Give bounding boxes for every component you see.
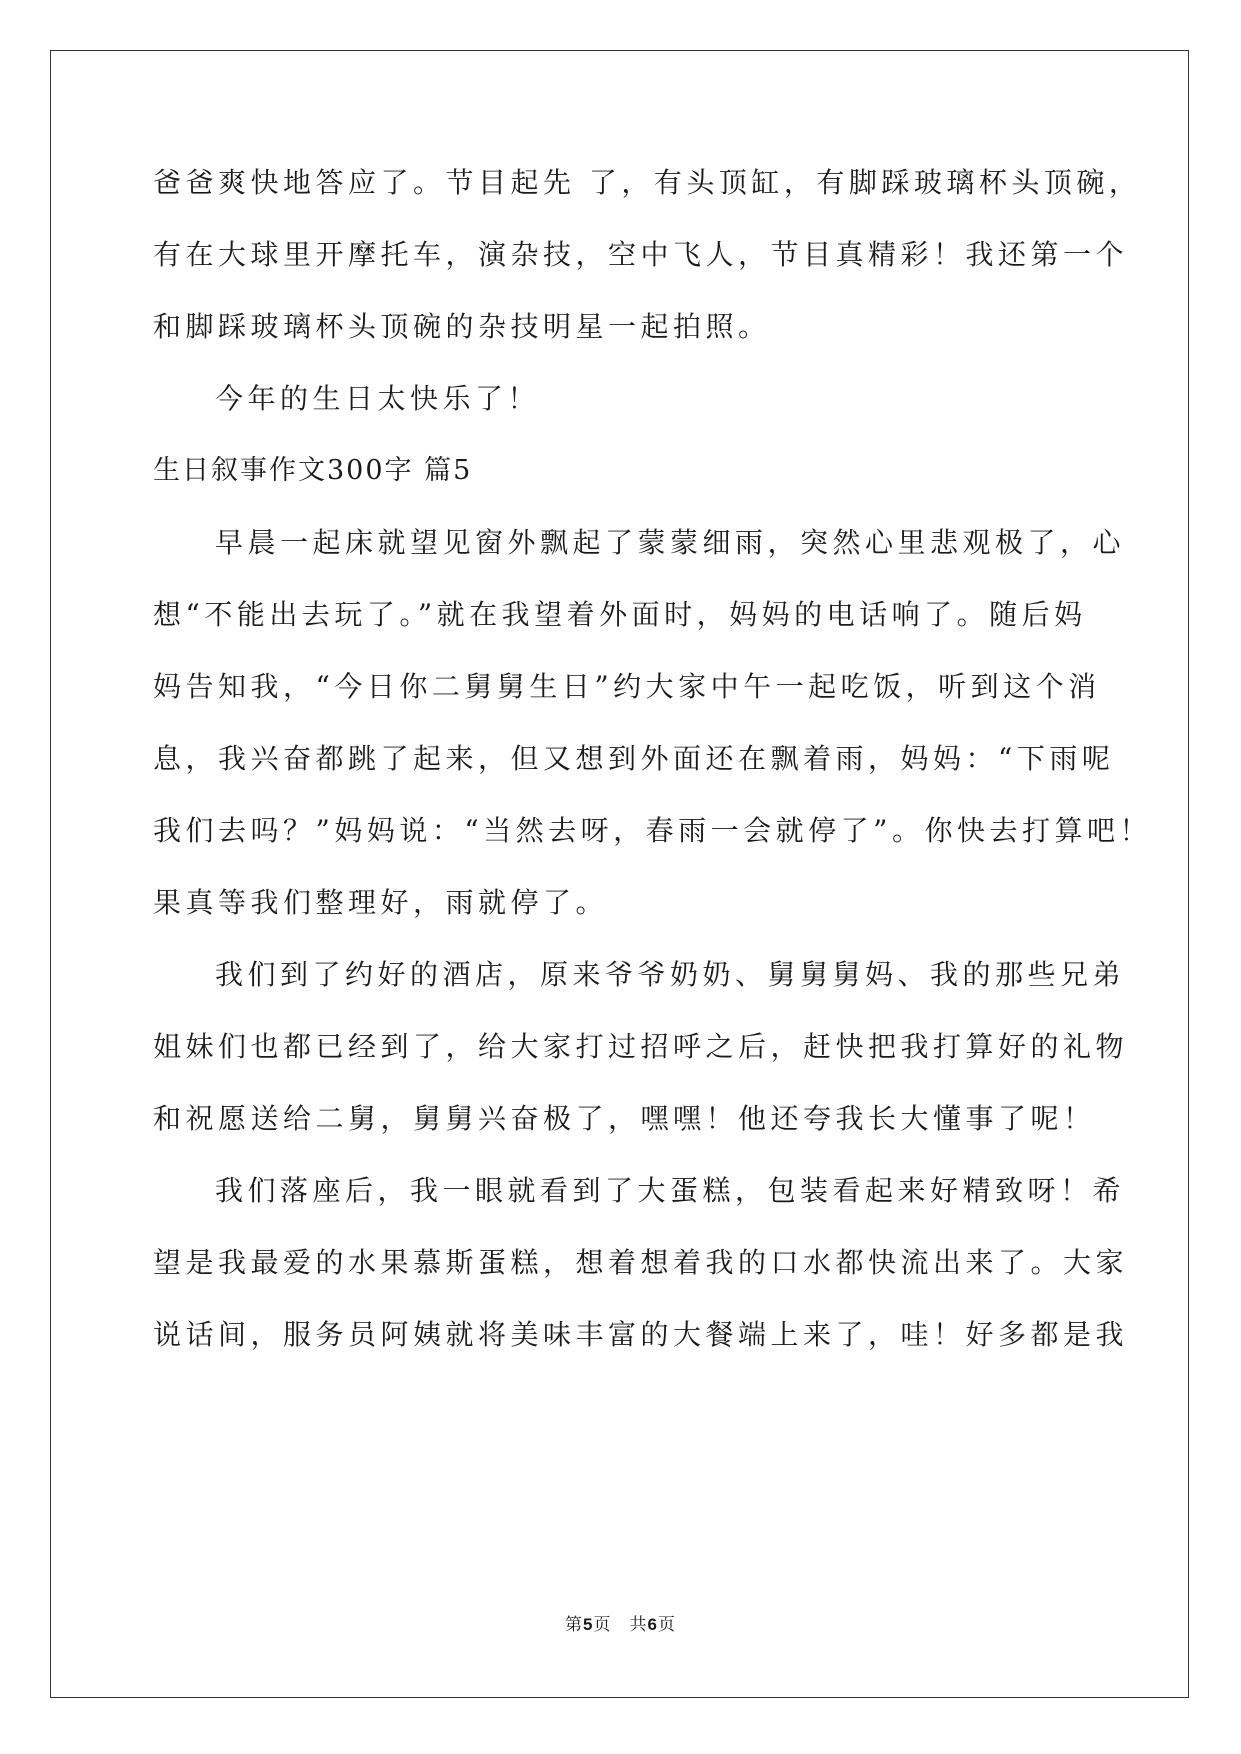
current-page-number: 5	[583, 1615, 594, 1634]
page-border	[50, 50, 1189, 1698]
total-page-number: 6	[647, 1615, 658, 1634]
text-line: 有在大球里开摩托车，演杂技，空中飞人，节目真精彩！我还第一个	[153, 238, 1129, 271]
text-line: 我们到了约好的酒店，原来爷爷奶奶、舅舅舅妈、我的那些兄弟	[215, 958, 1126, 991]
text-line: 果真等我们整理好，雨就停了。	[153, 886, 609, 919]
page-footer	[0, 1610, 1241, 1635]
text-line: 和脚踩玻璃杯头顶碗的杂技明星一起拍照。	[153, 310, 771, 343]
text-line: 和祝愿送给二舅，舅舅兴奋极了，嘿嘿！他还夸我长大懂事了呢！	[153, 1102, 1096, 1135]
text-line: 说话间，服务员阿姨就将美味丰富的大餐端上来了，哇！好多都是我	[153, 1318, 1129, 1351]
text-line: 今年的生日太快乐了！	[215, 382, 541, 415]
footer-suffix: 页	[657, 1615, 676, 1635]
text-line: 妈告知我，“今日你二舅舅生日”约大家中午一起吃饭，听到这个消	[153, 670, 1101, 703]
text-line: 想“不能出去玩了。”就在我望着外面时，妈妈的电话响了。随后妈	[153, 598, 1087, 631]
text-line: 早晨一起床就望见窗外飘起了蒙蒙细雨，突然心里悲观极了，心	[215, 526, 1126, 559]
text-line: 我们去吗？”妈妈说：“当然去呀，春雨一会就停了”。你快去打算吧！	[153, 814, 1152, 847]
text-line: 姐妹们也都已经到了，给大家打过招呼之后，赶快把我打算好的礼物	[153, 1030, 1129, 1063]
text-line: 我们落座后，我一眼就看到了大蛋糕，包装看起来好精致呀！希	[215, 1174, 1126, 1207]
text-line: 息，我兴奋都跳了起来，但又想到外面还在飘着雨，妈妈：“下雨呢	[153, 742, 1115, 775]
text-line: 爸爸爽快地答应了。节目起先 了，有头顶缸，有脚踩玻璃杯头顶碗，	[153, 166, 1142, 199]
section-heading: 生日叙事作文300字 篇5	[153, 455, 473, 486]
footer-prefix: 第	[565, 1615, 584, 1635]
text-line: 望是我最爱的水果慕斯蛋糕，想着想着我的口水都快流出来了。大家	[153, 1246, 1129, 1279]
footer-mid: 页 共	[593, 1615, 648, 1635]
